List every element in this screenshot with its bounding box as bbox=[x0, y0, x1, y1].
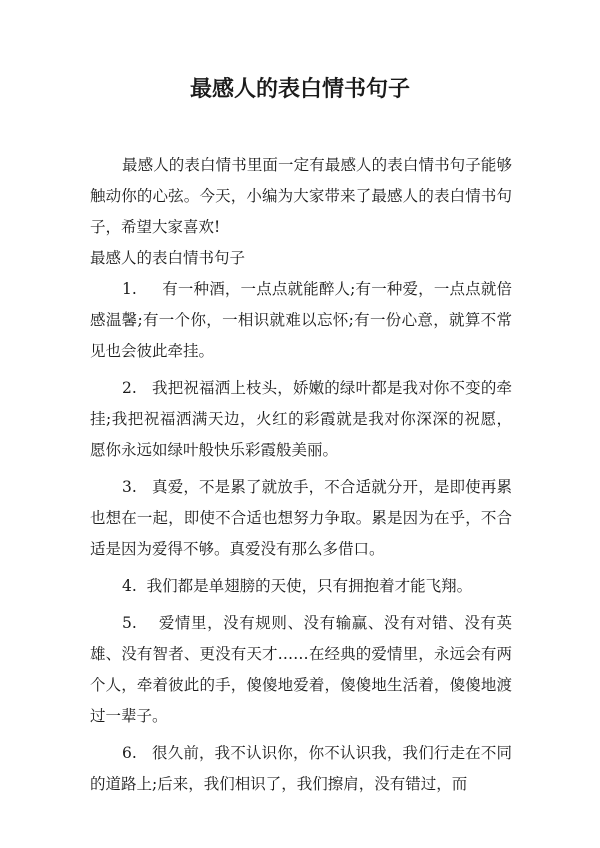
item-number: 4. bbox=[122, 577, 137, 595]
list-item bbox=[90, 472, 512, 565]
item-number: 1. bbox=[122, 280, 137, 298]
item-text: 有一种酒，一点点就能醉人;有一种爱，一点点就倍感温馨;有一个你，一相识就难以忘怀;有一份心意，就算不常见也会彼此牵挂。 bbox=[90, 280, 512, 360]
document-body bbox=[90, 150, 512, 800]
section-heading: 最感人的表白情书句子 bbox=[90, 249, 246, 267]
item-text: 爱情里，没有规则、没有输赢、没有对错、没有英雄、没有智者、更没有天才……在经典的爱情里，永远会有两个人，牵着彼此的手，傻傻地爱着，傻傻地生活着，傻傻地渡过一辈子。 bbox=[90, 614, 512, 725]
list-item bbox=[90, 373, 512, 466]
item-number: 3. bbox=[122, 478, 137, 496]
page-title: 最感人的表白情书句子 bbox=[189, 76, 410, 102]
intro-paragraph: 最感人的表白情书里面一定有最感人的表白情书句子能够触动你的心弦。今天，小编为大家带来了最感人的表白情书句子，希望大家喜欢! bbox=[90, 156, 512, 236]
item-number: 6. bbox=[122, 744, 137, 762]
list-item bbox=[90, 608, 512, 732]
list-item bbox=[90, 738, 512, 800]
list-item bbox=[90, 571, 512, 602]
item-number: 2. bbox=[122, 379, 137, 397]
list-item bbox=[90, 274, 512, 367]
item-text: 很久前，我不认识你，你不认识我，我们行走在不同的道路上;后来，我们相识了，我们擦肩，没有错过，而 bbox=[90, 744, 512, 793]
item-number: 5. bbox=[122, 614, 137, 632]
item-text: 我把祝福洒上枝头，娇嫩的绿叶都是我对你不变的牵挂;我把祝福洒满天边，火红的彩霞就是我对你深深的祝愿，愿你永远如绿叶般快乐彩霞般美丽。 bbox=[90, 379, 512, 459]
item-text: 我们都是单翅膀的天使，只有拥抱着才能飞翔。 bbox=[146, 577, 473, 595]
item-text: 真爱，不是累了就放手，不合适就分开，是即使再累也想在一起，即使不合适也想努力争取。累是因为在乎，不合适是因为爱得不够。真爱没有那么多借口。 bbox=[90, 478, 512, 558]
